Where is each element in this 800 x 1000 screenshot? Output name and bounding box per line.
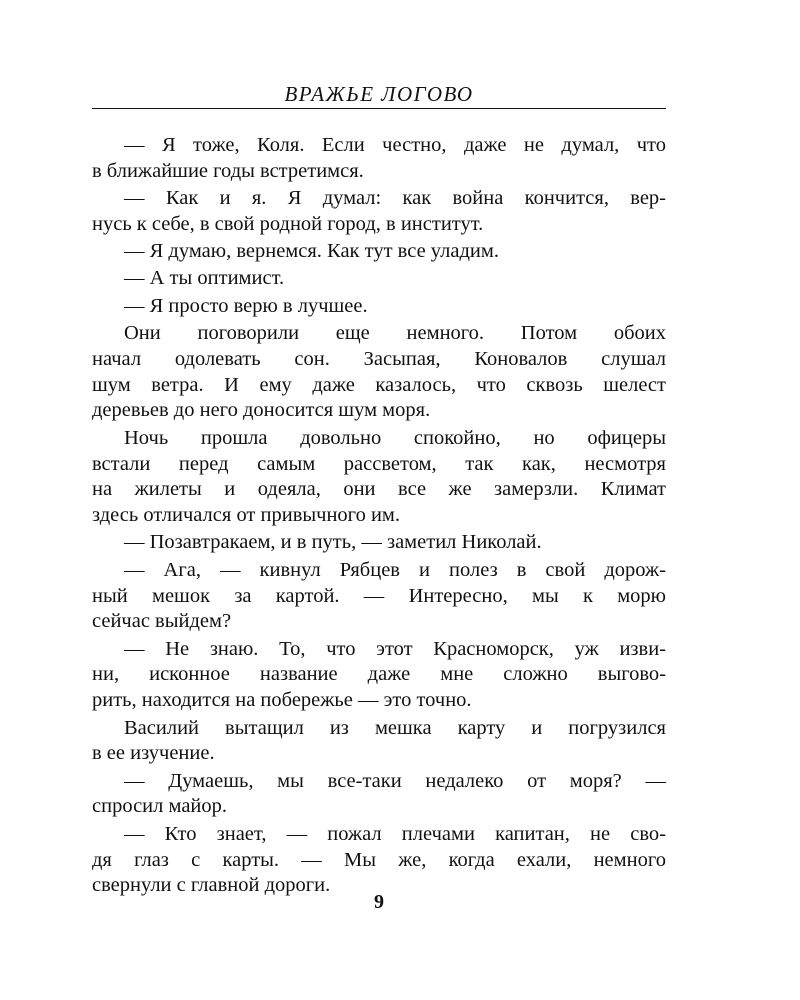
text-line: сейчас выйдем? (92, 610, 232, 633)
header-rule (92, 108, 666, 109)
text-line: — Как и я. Я думал: как война кончится, вер- (124, 187, 666, 210)
text-line: ни, исконное название даже мне сложно выгово- (92, 663, 666, 686)
text-line: — Кто знает, — пожал плечами капитан, не сво- (124, 822, 666, 845)
text-line: на жилеты и одеяла, они все же замерзли. Климат (92, 478, 666, 501)
text-line: — Я тоже, Коля. Если честно, даже не думал, что (124, 134, 666, 156)
running-header: ВРАЖЬЕ ЛОГОВО (284, 82, 474, 106)
text-line: деревьев до него доносится шум моря. (92, 399, 431, 422)
text-line: шум ветра. И ему даже казалось, что сквозь шелест (92, 373, 666, 396)
text-line: — Позавтракаем, и в путь, — заметил Николай. (124, 531, 542, 554)
page-number: 9 (374, 891, 384, 913)
text-line: — Я думаю, вернемся. Как тут все уладим. (124, 240, 499, 263)
text-line: — Ага, — кивнул Рябцев и полез в свой дорож- (124, 558, 666, 581)
text-line: Василий вытащил из мешка карту и погрузился (124, 716, 666, 739)
body-text (92, 133, 666, 899)
text-line: начал одолевать сон. Засыпая, Коновалов слушал (92, 347, 666, 370)
book-page (92, 0, 666, 1000)
text-line: встали перед самым рассветом, так как, несмотря (92, 452, 666, 475)
text-line: — А ты оптимист. (124, 267, 285, 290)
text-line: свернули с главной дороги. (92, 874, 331, 897)
text-line: — Думаешь, мы все-таки недалеко от моря? — (124, 769, 666, 792)
text-line: — Я просто верю в лучшее. (124, 294, 368, 317)
text-line: здесь отличался от привычного им. (92, 504, 401, 527)
text-line: нусь к себе, в свой родной город, в институт. (92, 212, 484, 235)
text-line: в ближайшие годы встретимся. (92, 159, 364, 182)
text-line: ный мешок за картой. — Интересно, мы к морю (92, 584, 666, 607)
text-line: в ее изучение. (92, 742, 215, 765)
text-line: Ночь прошла довольно спокойно, но офицеры (124, 426, 666, 449)
text-line: рить, находится на побережье — это точно. (92, 689, 472, 712)
text-line: спросил майор. (92, 795, 228, 818)
text-line: дя глаз с карты. — Мы же, когда ехали, немного (92, 848, 666, 871)
text-line: — Не знаю. То, что этот Красноморск, уж изви- (124, 637, 666, 660)
text-line: Они поговорили еще немного. Потом обоих (124, 322, 666, 345)
